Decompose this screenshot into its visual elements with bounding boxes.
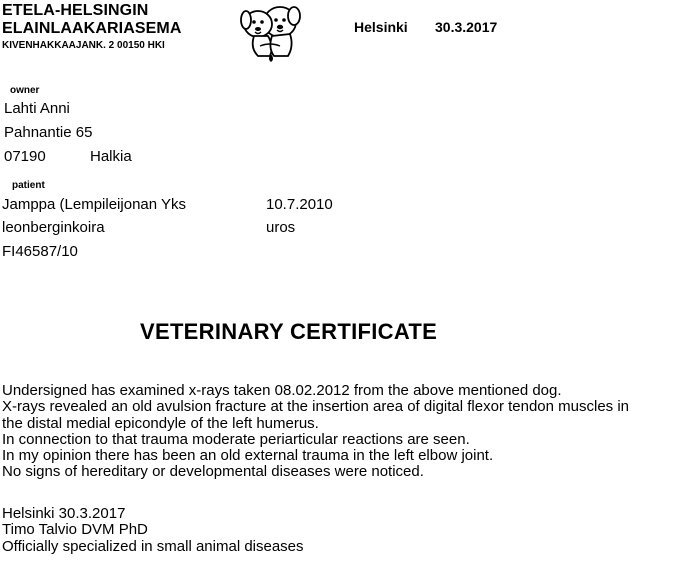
owner-name: Lahti Anni xyxy=(4,100,70,117)
certificate-line: No signs of hereditary or developmental diseases were noticed. xyxy=(2,463,424,481)
clinic-name-line1: ETELA-HELSINGIN xyxy=(2,2,149,19)
clinic-name-line2: ELAINLAAKARIASEMA xyxy=(2,20,182,37)
owner-city: Halkia xyxy=(90,148,132,165)
patient-name xyxy=(2,196,252,213)
signature-title: Officially specialized in small animal diseases xyxy=(2,537,304,555)
owner-label: owner xyxy=(10,85,40,96)
certificate-title: VETERINARY CERTIFICATE xyxy=(140,319,438,344)
two-cartoon-dogs-logo-icon xyxy=(240,2,302,64)
owner-postal-code: 07190 xyxy=(4,148,46,165)
patient-sex: uros xyxy=(266,219,296,236)
patient-birth-date: 10.7.2010 xyxy=(266,196,333,213)
signature-name: Timo Talvio DVM PhD xyxy=(2,521,148,539)
certificate-line: the distal medial epicondyle of the left humerus. xyxy=(2,414,319,432)
signature-place-date: Helsinki 30.3.2017 xyxy=(2,505,126,522)
signature-block xyxy=(2,506,304,555)
certificate-line: In connection to that trauma moderate periarticular reactions are seen. xyxy=(2,430,470,448)
header-date: 30.3.2017 xyxy=(435,19,498,35)
patient-breed: leonberginkoira xyxy=(2,219,105,236)
patient-name-text: Jamppa (Lempileijonan Yks xyxy=(2,196,186,213)
clinic-address: KIVENHAKKAAJANK. 2 00150 HKI xyxy=(2,40,165,51)
patient-registration: FI46587/10 xyxy=(2,243,78,260)
certificate-line: In my opinion there has been an old external trauma in the left elbow joint. xyxy=(2,447,494,465)
certificate-line: X-rays revealed an old avulsion fracture at the insertion area of digital flexor tendon muscles in xyxy=(2,398,630,416)
header-place: Helsinki xyxy=(354,19,408,35)
owner-street: Pahnantie 65 xyxy=(4,124,93,141)
certificate-body xyxy=(2,383,629,481)
certificate-line: Undersigned has examined x-rays taken 08.02.2012 from the above mentioned dog. xyxy=(2,382,562,399)
patient-label: patient xyxy=(12,180,45,191)
